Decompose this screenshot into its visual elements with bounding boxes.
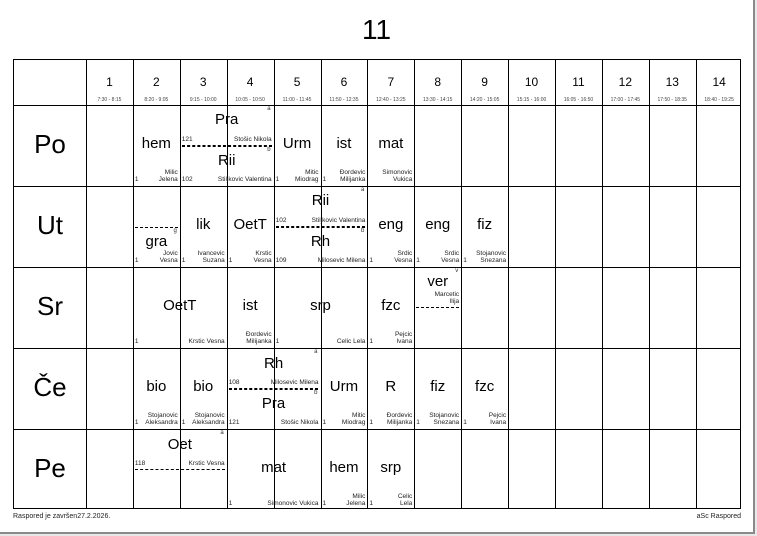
lesson-teacher: Đordevic Milijanka [245, 331, 272, 346]
lesson-group-label: b [267, 146, 271, 153]
lesson-room: 1 [134, 338, 139, 346]
lesson-card[interactable] [227, 348, 321, 389]
lesson-subject: Rh [263, 354, 284, 372]
lesson-subject: srp [310, 296, 331, 314]
lesson-subject: fzc [381, 296, 401, 314]
lesson-card[interactable] [133, 348, 180, 429]
lesson-subject: bio [146, 377, 167, 395]
lesson-subject: ist [336, 134, 352, 152]
lesson-teacher: Milosevic Milena [317, 257, 366, 265]
group-divider [416, 307, 459, 308]
group-divider [135, 469, 225, 470]
lesson-subject: hem [141, 134, 171, 152]
lesson-subject: lik [196, 215, 211, 233]
grid-column-line [602, 60, 603, 508]
lesson-group-label: a [361, 187, 365, 194]
lesson-room: 121 [181, 135, 193, 143]
period-number: 13 [665, 75, 679, 89]
period-number: 10 [524, 75, 539, 89]
period-time: 11:00 - 11:45 [282, 97, 312, 103]
lesson-teacher: Pejcic Ivana [488, 412, 507, 427]
period-time: 16:05 - 16:50 [563, 97, 594, 103]
lesson-teacher: Đordevic Milijanka [386, 412, 413, 427]
period-number: 14 [712, 75, 726, 89]
lesson-subject: fiz [430, 377, 446, 395]
lesson-room: 1 [463, 419, 467, 427]
lesson-card[interactable] [367, 429, 414, 510]
day-label: Ut [37, 210, 63, 241]
lesson-card[interactable] [461, 348, 508, 429]
lesson-teacher: Stojanovic Snezana [429, 412, 460, 427]
lesson-teacher: Jovic Vesna [159, 250, 178, 265]
lesson-room: 1 [416, 419, 420, 427]
lesson-subject: fzc [475, 377, 495, 395]
lesson-subject: gra [145, 232, 168, 250]
lesson-room: 1 [228, 257, 233, 265]
lesson-group-label: a [314, 349, 318, 356]
lesson-card[interactable] [180, 105, 274, 146]
timetable-grid [13, 59, 741, 509]
lesson-card[interactable] [133, 267, 227, 348]
period-number: 5 [293, 75, 301, 89]
lesson-card[interactable] [180, 348, 227, 429]
lesson-room: 1 [181, 419, 186, 427]
lesson-card[interactable] [274, 186, 368, 227]
lesson-teacher: Celic Lela [336, 338, 366, 346]
lesson-teacher: Stošic Nikola [280, 419, 319, 427]
lesson-room: 1 [369, 257, 374, 265]
grid-column-line [555, 60, 556, 508]
page-title: 11 [361, 14, 392, 45]
period-number: 6 [340, 75, 348, 89]
lesson-room: 1 [181, 257, 186, 265]
lesson-subject: Rh [310, 232, 331, 250]
lesson-subject: fiz [477, 215, 493, 233]
lesson-card[interactable] [367, 186, 414, 267]
lesson-room: 1 [369, 338, 374, 346]
group-divider [135, 227, 178, 228]
period-time: 9:15 - 10:00 [189, 97, 217, 103]
period-number: 1 [106, 75, 113, 89]
lesson-card[interactable] [180, 186, 227, 267]
lesson-teacher: Srdic Vesna [394, 250, 413, 265]
period-time: 11:50 - 12:35 [329, 97, 359, 103]
lesson-room: 1 [369, 500, 374, 508]
lesson-group-label: v [455, 268, 459, 275]
day-label: Sr [37, 291, 63, 322]
lesson-card[interactable] [461, 186, 508, 267]
lesson-subject: OetT [233, 215, 267, 233]
lesson-card[interactable] [321, 429, 368, 510]
lesson-room: 1 [134, 176, 139, 184]
lesson-card[interactable] [367, 105, 414, 186]
lesson-subject: Pra [261, 395, 286, 413]
lesson-card[interactable] [133, 105, 180, 186]
lesson-subject: Rii [217, 151, 236, 169]
lesson-room: 1 [322, 176, 327, 184]
lesson-subject: ist [242, 296, 258, 314]
period-time: 17:50 - 18:35 [657, 97, 687, 103]
lesson-group-label: a [267, 106, 271, 112]
grid-column-line [508, 60, 509, 508]
lesson-room: 109 [275, 257, 287, 265]
lesson-card[interactable] [180, 146, 274, 187]
lesson-teacher: Simonovic Vukica [382, 169, 413, 184]
period-number: 9 [481, 75, 488, 89]
period-time: 15:15 - 16:00 [516, 97, 547, 103]
lesson-room: 102 [275, 216, 287, 224]
lesson-room: 1 [416, 257, 420, 265]
lesson-teacher: Pejcic Ivana [394, 331, 413, 346]
lesson-teacher: Stiljkovic Valentina [217, 176, 272, 184]
lesson-room: 1 [463, 257, 467, 265]
period-number: 8 [434, 75, 442, 89]
lesson-teacher: Stojanovic Aleksandra [192, 412, 225, 427]
lesson-card[interactable] [274, 105, 321, 186]
lesson-teacher: Ivancevic Suzana [197, 250, 225, 265]
lesson-card[interactable] [414, 186, 461, 267]
period-time: 17:00 - 17:45 [610, 97, 641, 103]
lesson-teacher: Celic Lela [397, 493, 413, 508]
lesson-teacher: Srdic Vesna [441, 250, 460, 265]
lesson-subject: Urm [329, 377, 359, 395]
lesson-group-label: a [220, 430, 224, 437]
lesson-room: 102 [181, 176, 193, 184]
lesson-room: 1 [275, 338, 280, 346]
lesson-subject: R [385, 377, 397, 395]
lesson-card[interactable] [321, 105, 368, 186]
period-number: 11 [572, 75, 585, 89]
period-number: 7 [387, 75, 395, 89]
lesson-teacher: Mitic Miodrag [295, 169, 319, 184]
lesson-subject: Urm [282, 134, 312, 152]
lesson-subject: srp [380, 458, 402, 476]
period-number: 3 [199, 75, 207, 89]
period-time: 10:05 - 10:50 [235, 97, 265, 103]
lesson-teacher: Krstic Vesna [188, 459, 225, 467]
lesson-room: 1 [322, 419, 327, 427]
period-number: 2 [152, 75, 160, 89]
lesson-room: 1 [369, 419, 374, 427]
lesson-teacher: Krstic Vesna [188, 338, 225, 346]
grid-column-line [86, 60, 87, 508]
lesson-card[interactable] [321, 348, 368, 429]
lesson-teacher: Stojanovic Aleksandra [145, 412, 178, 427]
period-time: 8:20 - 9:05 [144, 97, 169, 103]
footer-right-text: aSc Raspored [696, 513, 741, 520]
lesson-card[interactable] [227, 186, 274, 267]
lesson-room: 1 [134, 257, 139, 265]
group-divider [276, 227, 366, 228]
grid-column-line [461, 60, 462, 508]
lesson-teacher: Stojanovic Snezana [476, 250, 507, 265]
lesson-group-label: g [173, 227, 177, 234]
lesson-group-label: b [314, 389, 318, 396]
lesson-card[interactable] [367, 348, 414, 429]
lesson-card[interactable] [133, 227, 180, 268]
day-label: Po [34, 129, 66, 159]
lesson-teacher: Milic Jelena [346, 493, 366, 508]
group-divider [229, 389, 319, 390]
period-time: 7:30 - 8:15 [97, 97, 122, 103]
footer-left-text: Raspored je završen27.2.2026. [13, 513, 111, 520]
lesson-card[interactable] [414, 348, 461, 429]
lesson-room: 1 [275, 176, 280, 184]
grid-column-line [696, 60, 697, 508]
grid-column-line [649, 60, 650, 508]
lesson-card[interactable] [227, 267, 274, 348]
lesson-card[interactable] [133, 429, 227, 470]
lesson-subject: Oet [167, 435, 192, 453]
lesson-subject: mat [261, 458, 287, 476]
lesson-teacher: Simonovic Vukica [267, 500, 319, 508]
period-time: 14:20 - 15:05 [469, 97, 500, 103]
lesson-subject: Rii [311, 192, 330, 210]
period-time: 13:30 - 14:15 [423, 97, 453, 103]
period-time: 12:40 - 13:25 [376, 97, 406, 103]
lesson-subject: eng [425, 215, 451, 233]
group-divider [182, 146, 272, 147]
lesson-teacher: Krstic Vesna [253, 250, 272, 265]
lesson-room: 121 [228, 419, 240, 427]
lesson-room: 108 [228, 378, 240, 386]
lesson-room: 1 [228, 500, 233, 508]
lesson-subject: mat [378, 134, 404, 152]
period-number: 4 [246, 75, 254, 89]
lesson-room: 1 [134, 419, 139, 427]
lesson-card[interactable] [414, 267, 461, 308]
lesson-teacher: Milosevic Milena [270, 378, 319, 386]
day-label: Pe [34, 453, 66, 484]
period-time: 18:40 - 19:25 [704, 97, 734, 103]
lesson-card[interactable] [274, 267, 368, 348]
lesson-teacher: Mitic Miodrag [341, 412, 366, 427]
lesson-teacher: Marcetic Ilija [434, 290, 460, 305]
lesson-subject: OetT [163, 296, 197, 314]
lesson-subject: hem [329, 458, 359, 476]
lesson-group-label: b [361, 227, 365, 234]
lesson-subject: bio [193, 377, 214, 395]
lesson-card[interactable] [274, 227, 368, 268]
lesson-teacher: Stošic Nikola [234, 135, 272, 143]
lesson-subject: Pra [215, 111, 239, 129]
lesson-card[interactable] [367, 267, 414, 348]
lesson-card[interactable] [227, 389, 321, 430]
lesson-subject: ver [427, 273, 449, 291]
day-label: Če [33, 372, 67, 403]
lesson-room: 1 [322, 500, 327, 508]
lesson-teacher: Stiljkovic Valentina [311, 216, 366, 224]
lesson-teacher: Đordevic Milijanka [339, 169, 366, 184]
period-number: 12 [618, 75, 633, 89]
lesson-teacher: Milic Jelena [158, 169, 178, 184]
lesson-card[interactable] [227, 429, 321, 510]
lesson-room: 118 [134, 459, 146, 467]
lesson-subject: eng [378, 215, 404, 233]
